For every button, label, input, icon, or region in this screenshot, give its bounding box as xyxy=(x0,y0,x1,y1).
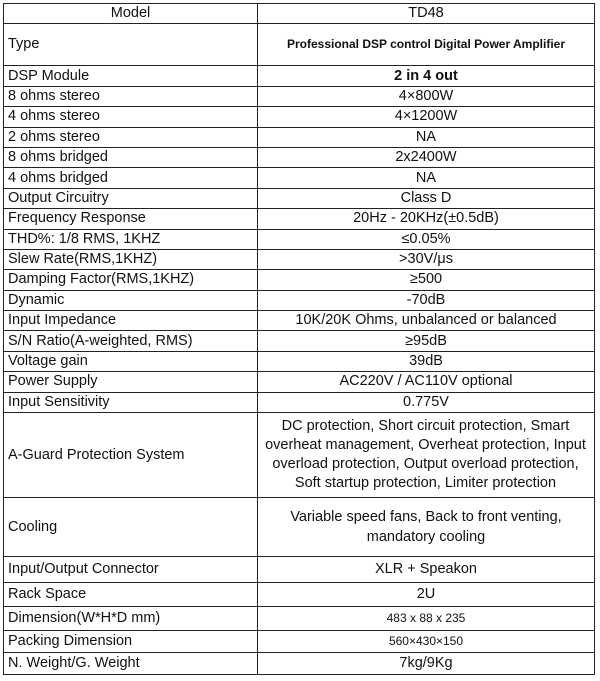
table-row xyxy=(4,147,595,167)
table-row xyxy=(4,372,595,392)
row-label: Output Circuitry xyxy=(4,188,258,208)
table-row xyxy=(4,311,595,331)
row-value: 20Hz - 20KHz(±0.5dB) xyxy=(258,209,595,229)
row-value: Variable speed fans, Back to front venting, mandatory cooling xyxy=(258,498,595,557)
row-label: 4 ohms stereo xyxy=(4,107,258,127)
row-value: XLR + Speakon xyxy=(258,557,595,583)
table-row xyxy=(4,583,595,607)
row-value: NA xyxy=(258,168,595,188)
row-label: Dimension(W*H*D mm) xyxy=(4,607,258,631)
row-label: Packing Dimension xyxy=(4,631,258,653)
row-label: Rack Space xyxy=(4,583,258,607)
table-row xyxy=(4,607,595,631)
row-value: 2x2400W xyxy=(258,147,595,167)
row-label: S/N Ratio(A-weighted, RMS) xyxy=(4,331,258,351)
row-value: ≥95dB xyxy=(258,331,595,351)
row-value: Professional DSP control Digital Power Amplifier xyxy=(258,24,595,66)
table-row xyxy=(4,653,595,675)
table-row xyxy=(4,331,595,351)
table-row xyxy=(4,66,595,86)
row-label: 2 ohms stereo xyxy=(4,127,258,147)
row-value: 560×430×150 xyxy=(258,631,595,653)
table-row xyxy=(4,209,595,229)
row-value: 483 x 88 x 235 xyxy=(258,607,595,631)
row-label: Cooling xyxy=(4,498,258,557)
row-label: Input Sensitivity xyxy=(4,392,258,412)
row-value: DC protection, Short circuit protection, Smart overheat management, Overheat protection, Input overload protection, Output overload protection, Soft startup protection, Limiter protection xyxy=(258,413,595,498)
row-value: 7kg/9Kg xyxy=(258,653,595,675)
table-row xyxy=(4,24,595,66)
row-label: Dynamic xyxy=(4,290,258,310)
row-label: Slew Rate(RMS,1KHZ) xyxy=(4,249,258,269)
row-label: Power Supply xyxy=(4,372,258,392)
table-row xyxy=(4,631,595,653)
header-model-value: TD48 xyxy=(258,4,595,24)
row-value: 4×1200W xyxy=(258,107,595,127)
row-value: 2 in 4 out xyxy=(258,66,595,86)
row-label: Frequency Response xyxy=(4,209,258,229)
row-value: 0.775V xyxy=(258,392,595,412)
row-label: Input/Output Connector xyxy=(4,557,258,583)
row-label: DSP Module xyxy=(4,66,258,86)
row-value: 2U xyxy=(258,583,595,607)
row-value: >30V/μs xyxy=(258,249,595,269)
row-label: THD%: 1/8 RMS, 1KHZ xyxy=(4,229,258,249)
table-row xyxy=(4,249,595,269)
row-label: Damping Factor(RMS,1KHZ) xyxy=(4,270,258,290)
row-label: Type xyxy=(4,24,258,66)
row-label: N. Weight/G. Weight xyxy=(4,653,258,675)
row-value: Class D xyxy=(258,188,595,208)
table-row xyxy=(4,290,595,310)
row-value: -70dB xyxy=(258,290,595,310)
table-row xyxy=(4,413,595,498)
table-row xyxy=(4,557,595,583)
table-row xyxy=(4,188,595,208)
table-row xyxy=(4,229,595,249)
table-row xyxy=(4,498,595,557)
spec-table xyxy=(3,3,595,675)
row-label: Input Impedance xyxy=(4,311,258,331)
row-value: ≥500 xyxy=(258,270,595,290)
table-row xyxy=(4,127,595,147)
row-label: A-Guard Protection System xyxy=(4,413,258,498)
table-row xyxy=(4,392,595,412)
row-value: AC220V / AC110V optional xyxy=(258,372,595,392)
row-label: Voltage gain xyxy=(4,351,258,371)
row-value: ≤0.05% xyxy=(258,229,595,249)
table-header-row xyxy=(4,4,595,24)
table-row xyxy=(4,107,595,127)
row-value: 10K/20K Ohms, unbalanced or balanced xyxy=(258,311,595,331)
table-row xyxy=(4,351,595,371)
row-value: 39dB xyxy=(258,351,595,371)
row-label: 4 ohms bridged xyxy=(4,168,258,188)
table-row xyxy=(4,168,595,188)
header-model-label: Model xyxy=(4,4,258,24)
table-row xyxy=(4,270,595,290)
row-value: NA xyxy=(258,127,595,147)
row-label: 8 ohms stereo xyxy=(4,86,258,106)
table-row xyxy=(4,86,595,106)
row-label: 8 ohms bridged xyxy=(4,147,258,167)
row-value: 4×800W xyxy=(258,86,595,106)
